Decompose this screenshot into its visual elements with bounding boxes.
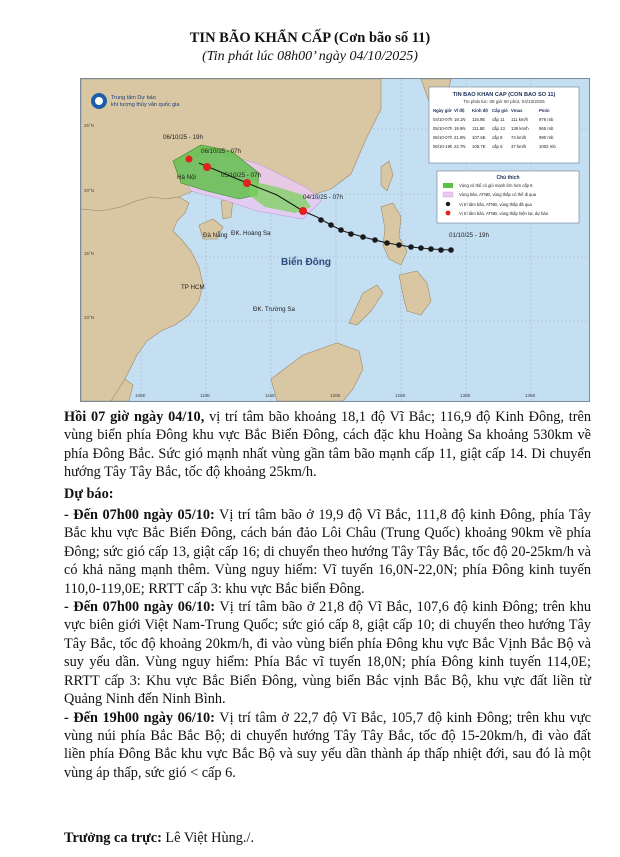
table-cell: 21.8N: [454, 135, 466, 140]
table-cell: 05/10-07h: [433, 126, 453, 131]
table-header: Vĩ độ: [454, 108, 465, 113]
table-cell: 06/10-07h: [433, 135, 453, 140]
forecast-item: [64, 506, 591, 598]
page-title: TIN BÃO KHẨN CẤP (Cơn bão số 11): [189, 30, 431, 46]
current-lead: Hồi 07 giờ ngày 04/10,: [64, 409, 205, 425]
label-t4: 04/10/25 - 07h: [303, 194, 343, 201]
table-cell: 107.6E: [472, 135, 486, 140]
forecast-table-box: [429, 87, 579, 163]
table-cell: 990 mb: [539, 135, 554, 140]
table-cell: 18.1N: [454, 117, 466, 122]
label-t1: 06/10/25 - 19h: [163, 134, 203, 141]
svg-text:Tin phát lúc: 08 giờ 00 phút,: Tin phát lúc: 08 giờ 00 phút, 04/10/2025: [463, 99, 545, 104]
label-t3: 05/10/25 - 07h: [221, 172, 261, 179]
forecast-text: Vị trí tâm ở 22,7 độ Vĩ Bắc, 105,7 độ kinh Đông; trên khu vực vùng núi phía Bắc Bắc Bộ; di chuyển hướng Tây Tây Bắc, tốc độ 15-20km/h, đi vào đất liền phía Đông Bắc khu vực Bắc Bộ và suy yếu dần thành áp thấp nhiệt đới, sau đó là một vùng áp thấp, sức gió < cấp 6.: [64, 709, 591, 781]
table-cell: 111.8E: [472, 126, 485, 131]
forecast-lead: - Đến 07h00 ngày 06/10:: [64, 599, 216, 616]
table-cell: 116.9E: [472, 117, 486, 122]
svg-text:10°N: 10°N: [84, 315, 95, 320]
signature-label: Trưởng ca trực:: [64, 830, 162, 846]
table-cell: cấp 11: [492, 117, 505, 122]
signature: [64, 830, 254, 847]
label-danang: Đà Nẵng: [203, 232, 228, 239]
table-cell: 965 mb: [539, 126, 554, 131]
table-cell: 976 mb: [539, 117, 554, 122]
label-hcm: TP HCM: [181, 284, 205, 291]
svg-text:25°N: 25°N: [84, 123, 95, 128]
current-text: vị trí tâm bão khoảng 18,1 độ Vĩ Bắc; 116,9 độ Kinh Đông, trên vùng biển phía Đông khu vực Bắc Biển Đông, cách đặc khu Hoàng Sa khoảng 530km về phía Đông Bắc. Sức gió mạnh nhất vùng gần tâm bão mạnh cấp 11, giật cấp 14. Di chuyển hướng Tây Tây Bắc, tốc độ khoảng 25km/h.: [64, 409, 591, 481]
table-cell: 22.7N: [454, 144, 466, 149]
forecast-lead: - Đến 19h00 ngày 06/10:: [64, 709, 215, 726]
forecast-lead: - Đến 07h00 ngày 05/10:: [64, 507, 215, 524]
signature-name: Lê Việt Hùng./.: [161, 830, 255, 846]
label-t5: 01/10/25 - 19h: [449, 232, 489, 239]
table-header: Ngày giờ: [433, 108, 452, 113]
forecast-text: Vị trí tâm bão ở 19,9 độ Vĩ Bắc, 111,8 độ kinh Đông, phía Tây Bắc khu vực Bắc Biển Đông, cách bán đảo Lôi Châu (Trung Quốc) khoảng 90km về phía Đông; sức gió cấp 13, giật cấp 16; di chuyển theo hướng Tây Tây Bắc, tốc độ 20-25km/h và có khả năng mạnh thêm. Vùng nguy hiểm: Vĩ tuyến 16,0N-22,0N; phía Đông kinh tuyến 110,0-119,0E; RRTT cấp 3: khu vực Bắc biển Đông.: [64, 507, 592, 597]
label-biendong: Biển Đông: [281, 257, 331, 268]
table-cell: 19.9N: [454, 126, 466, 131]
forecast-item: [64, 598, 591, 708]
forecast-heading: Dự báo:: [64, 485, 114, 502]
svg-text:120E: 120E: [330, 393, 341, 398]
label-t2: 06/10/25 - 07h: [201, 148, 241, 155]
svg-text:Vị trí tâm bão, ATNĐ, vùng thấ: Vị trí tâm bão, ATNĐ, vùng thấp đã qua: [459, 202, 532, 207]
svg-text:TIN BAO KHAN CAP (CON BAO SO 1: TIN BAO KHAN CAP (CON BAO SO 11): [452, 92, 556, 98]
forecast-item: [64, 709, 591, 783]
bulletin-body: [64, 408, 591, 782]
label-truongsa: ĐK. Trường Sa: [253, 306, 295, 313]
table-cell: 04/10-07h: [433, 117, 453, 122]
svg-text:Trung tâm Dự báo: Trung tâm Dự báo: [111, 95, 156, 101]
label-hoangsa: ĐK. Hoàng Sa: [231, 230, 271, 237]
svg-text:20°N: 20°N: [84, 188, 95, 193]
table-cell: cấp 6: [492, 144, 503, 149]
table-cell: 1002 mb: [539, 144, 556, 149]
current-status: [64, 408, 591, 482]
table-header: Vmax: [511, 108, 523, 113]
table-cell: 111 km/h: [511, 117, 529, 122]
svg-text:125E: 125E: [395, 393, 406, 398]
svg-text:Chú thích: Chú thích: [496, 175, 520, 181]
svg-text:Vùng bão, ATNĐ, vùng thấp có t: Vùng bão, ATNĐ, vùng thấp có thể đi qua: [459, 192, 536, 197]
svg-text:110E: 110E: [200, 393, 211, 398]
table-cell: cấp 13: [492, 126, 505, 131]
legend-box: [437, 171, 579, 223]
svg-text:105E: 105E: [135, 393, 146, 398]
svg-text:135E: 135E: [525, 393, 536, 398]
table-header: Kinh độ: [472, 108, 488, 113]
svg-text:130E: 130E: [460, 393, 471, 398]
label-hanoi: Hà Nội: [177, 174, 196, 181]
svg-text:115E: 115E: [265, 393, 276, 398]
table-cell: 37 km/h: [511, 144, 527, 149]
svg-text:khí tượng thủy văn quốc gia: khí tượng thủy văn quốc gia: [111, 102, 180, 108]
svg-text:15°N: 15°N: [84, 251, 95, 256]
table-cell: 139 km/h: [511, 126, 529, 131]
table-cell: cấp 8: [492, 135, 503, 140]
table-header: Pmin: [539, 108, 550, 113]
table-cell: 06/10-19h: [433, 144, 453, 149]
table-header: Cấp gió: [492, 108, 508, 113]
svg-text:Vị trí tâm bão, ATNĐ, vùng thấ: Vị trí tâm bão, ATNĐ, vùng thấp hiện tại, dự báo: [459, 211, 549, 216]
table-cell: 74 km/h: [511, 135, 527, 140]
svg-text:Vùng có thể có gió mạnh lớn hơ: Vùng có thể có gió mạnh lớn hơn cấp 6: [459, 183, 533, 188]
table-cell: 105.7E: [472, 144, 486, 149]
forecast-text: Vị trí tâm bão ở 21,8 độ Vĩ Bắc, 107,6 độ kinh Đông; trên khu vực biên giới Việt Nam-Trung Quốc; sức gió cấp 8, giật cấp 10; di chuyển theo hướng Tây Tây Bắc, tốc độ khoảng 20km/h, đi vào vùng biển phía Đông khu vực Bắc Vịnh Bắc Bộ và suy yếu dần. Vùng nguy hiểm: Phía Bắc vĩ tuyến 18,0N; phía Đông kinh tuyến 114,0E; RRTT cấp 3: Khu vực Bắc Biển Đông, vùng biển Bắc vịnh Bắc Bộ, khu vực đất liền từ Quảng Ninh đến Ninh Bình.: [64, 599, 591, 708]
storm-track-map: [80, 78, 590, 402]
page-subtitle: (Tin phát lúc 08h00’ ngày 04/10/2025): [202, 49, 418, 64]
